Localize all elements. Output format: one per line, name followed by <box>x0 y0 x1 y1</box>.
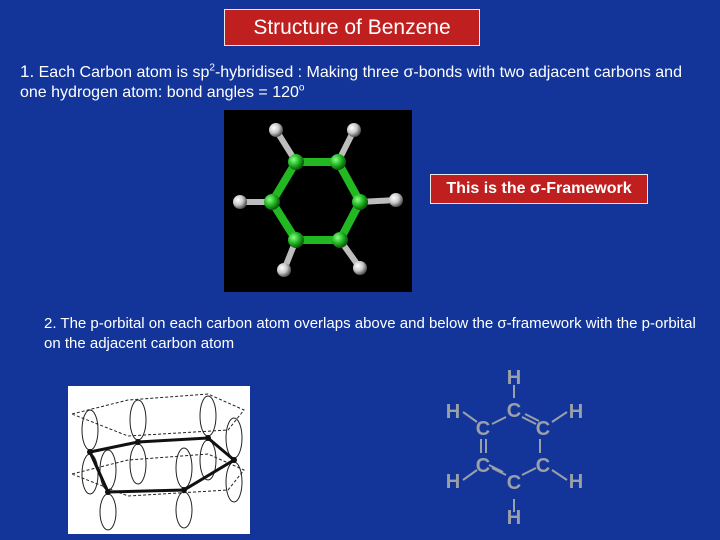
kekule-svg <box>435 360 605 530</box>
hydrogen-atom <box>233 195 247 209</box>
slide-title: Structure of Benzene <box>224 9 480 46</box>
c-upper-left: C <box>475 418 491 440</box>
kekule-structure <box>435 360 605 530</box>
c-lower-right: C <box>535 455 551 477</box>
point-1-text <box>20 62 710 103</box>
carbon-atom <box>330 154 346 170</box>
hydrogen-atom <box>269 123 283 137</box>
p-orbital-svg <box>68 386 250 534</box>
c-upper-right: C <box>535 418 551 440</box>
carbon-atom <box>332 232 348 248</box>
sigma-framework-label: This is the σ-Framework <box>430 174 648 204</box>
hydrogen-atom <box>277 263 291 277</box>
c-top: C <box>506 400 522 422</box>
h-bottom: H <box>506 507 522 529</box>
carbon-atom <box>352 194 368 210</box>
point-1-superscript: 2 <box>209 62 215 74</box>
hydrogen-atom <box>389 193 403 207</box>
hydrogen-atom <box>353 261 367 275</box>
c-lower-left: C <box>475 455 491 477</box>
ball-and-stick-svg <box>224 110 412 292</box>
point-1-text-a: Each Carbon atom is sp <box>34 64 210 81</box>
point-2-text: 2. The p-orbital on each carbon atom overlaps above and below the σ-framework with the p-orbital on the adjacent carbon atom <box>44 315 696 352</box>
hydrogen-atom <box>347 123 361 137</box>
p-orbital-overlap-diagram <box>68 386 250 534</box>
h-upper-right: H <box>568 401 584 423</box>
point-1-degree: o <box>298 82 305 94</box>
h-lower-left: H <box>445 471 461 493</box>
carbon-atom <box>288 232 304 248</box>
h-lower-right: H <box>568 471 584 493</box>
h-upper-left: H <box>445 401 461 423</box>
carbon-atom <box>264 194 280 210</box>
carbon-atom <box>288 154 304 170</box>
h-top: H <box>506 367 522 389</box>
benzene-ball-and-stick-model <box>224 110 412 292</box>
c-bottom: C <box>506 472 522 494</box>
point-1-text-b: -hybridised : Making three σ-bonds with two adjacent carbons and one hydrogen atom: bond angles = 120 <box>20 64 682 101</box>
point-1-number: 1. <box>20 62 35 81</box>
